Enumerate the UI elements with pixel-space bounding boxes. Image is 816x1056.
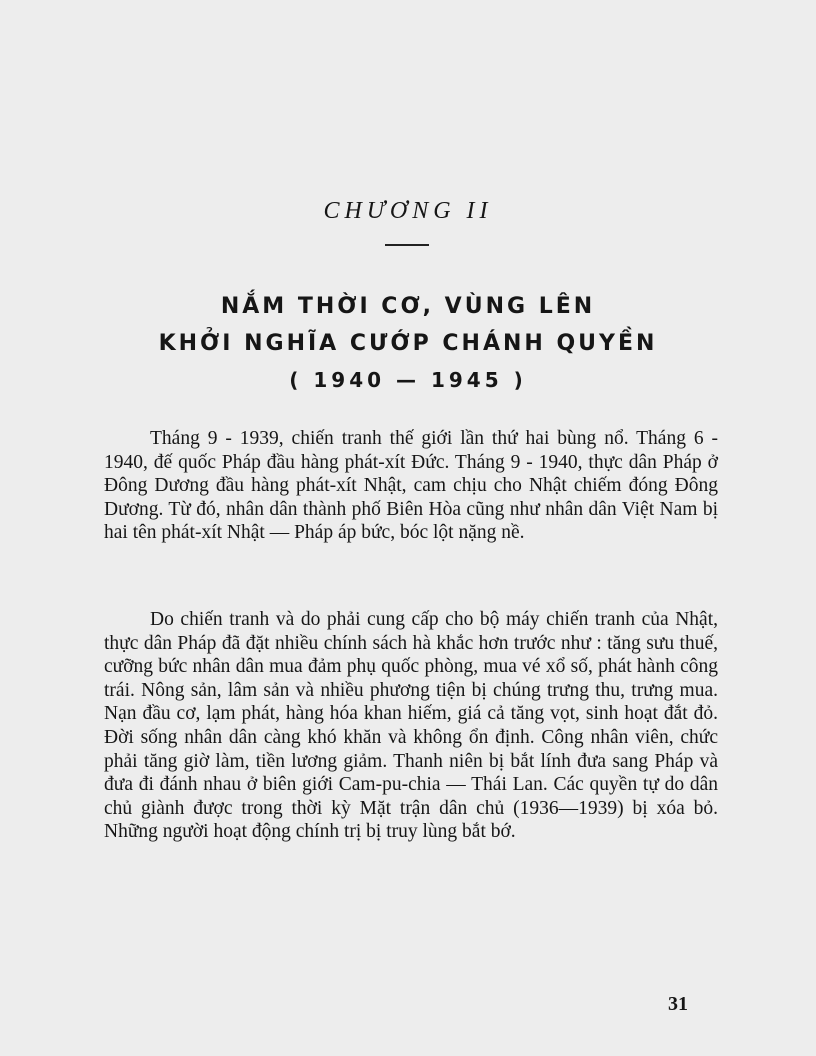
- chapter-title-years: ( 1940 — 1945 ): [289, 368, 527, 392]
- page-number: 31: [668, 993, 688, 1015]
- chapter-title-line-2: KHỞI NGHĨA CƯỚP CHÁNH QUYỀN: [158, 331, 658, 356]
- paragraph-text: Do chiến tranh và do phải cung cấp cho bộ máy chiến tranh của Nhật, thực dân Pháp đã đặt nhiều chính sách hà khắc hơn trước như : tăng sưu thuế, cưỡng bức nhân dân mua đảm phụ quốc phòng, mua vé xổ số, phát hành công trái. Nông sản, lâm sản và nhiều phương tiện bị chúng trưng thu, trưng mua. Nạn đầu cơ, lạm phát, hàng hóa khan hiếm, giá cả tăng vọt, sinh hoạt đắt đỏ. Đời sống nhân dân càng khó khăn và không ổn định. Công nhân viên, chức phải tăng giờ làm, tiền lương giảm. Thanh niên bị bắt lính đưa sang Pháp và đưa đi đánh nhau ở biên giới Cam-pu-chia — Thái Lan. Các quyền tự do dân chủ giành được trong thời kỳ Mặt trận dân chủ (1936—1939) bị xóa bỏ. Những người hoạt động chính trị bị truy lùng bắt bớ.: [104, 609, 718, 843]
- chapter-heading: CHƯƠNG II: [323, 198, 493, 224]
- body-paragraph-2: [104, 608, 718, 844]
- chapter-title-line-1: NẮM THỜI CƠ, VÙNG LÊN: [220, 294, 596, 319]
- paragraph-text: Tháng 9 - 1939, chiến tranh thế giới lần thứ hai bùng nổ. Tháng 6 - 1940, đế quốc Pháp đầu hàng phát-xít Đức. Tháng 9 - 1940, thực dân Pháp ở Đông Dương đầu hàng phát-xít Nhật, cam chịu cho Nhật chiếm đóng Đông Dương. Từ đó, nhân dân thành phố Biên Hòa cũng như nhân dân Việt Nam bị hai tên phát-xít Nhật — Pháp áp bức, bóc lột nặng nề.: [104, 428, 718, 544]
- body-paragraph-1: [104, 427, 718, 545]
- heading-divider: [385, 244, 429, 246]
